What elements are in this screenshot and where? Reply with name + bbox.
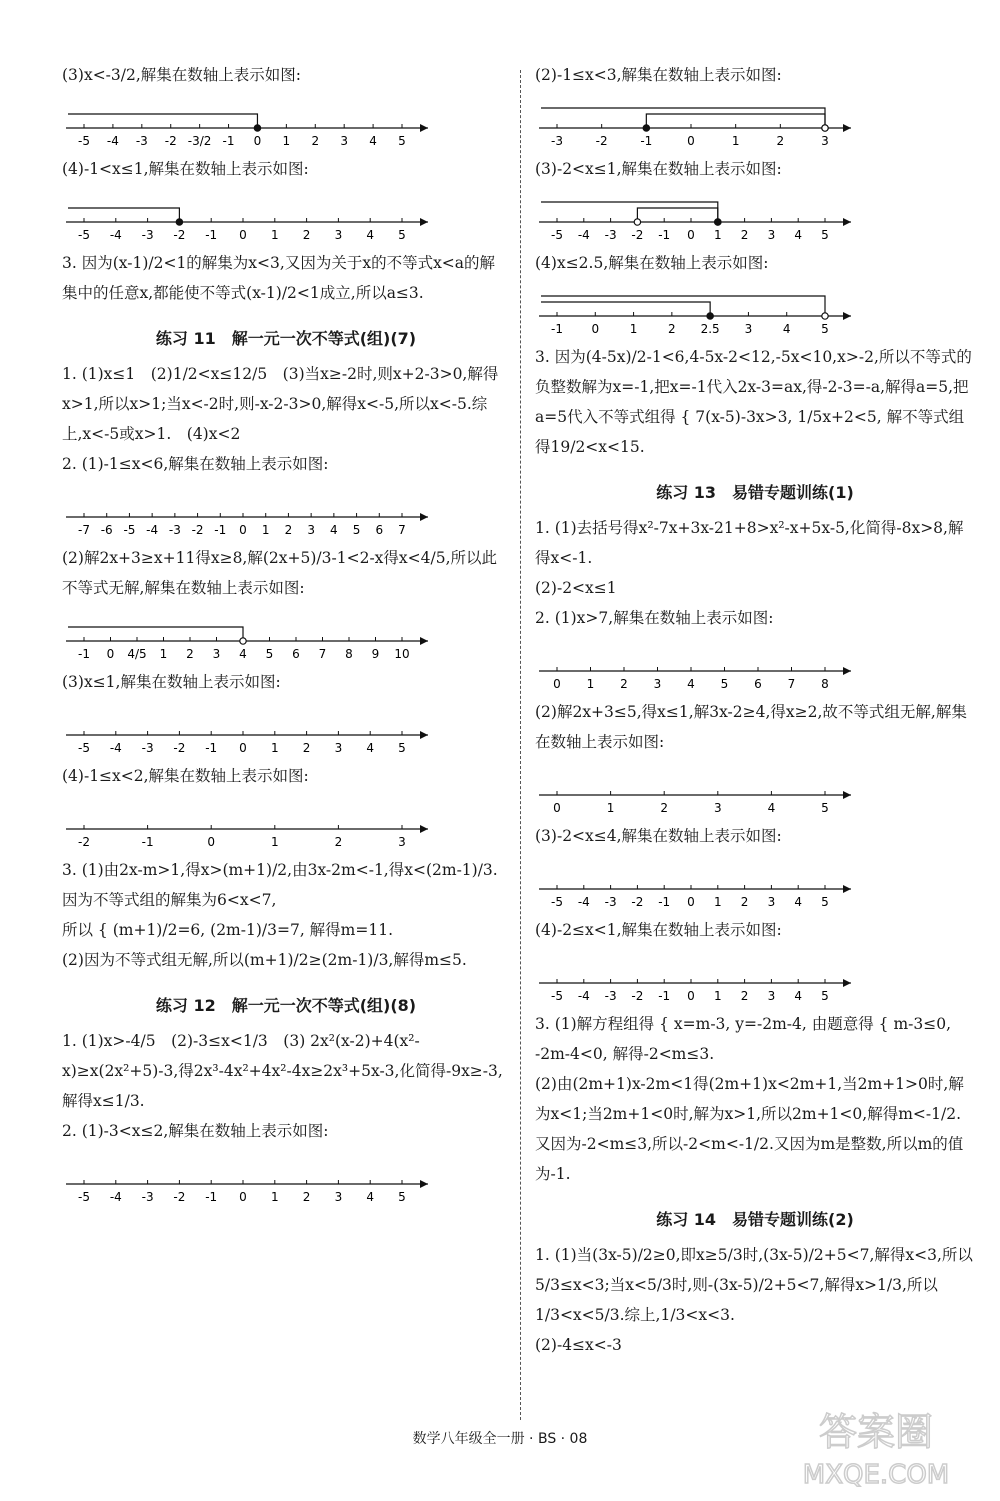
tick-label: 1 bbox=[713, 228, 722, 242]
tick-label: -2 bbox=[631, 228, 644, 242]
closed-endpoint bbox=[254, 125, 260, 131]
section-heading: 练习 11 解一元一次不等式(组)(7) bbox=[155, 329, 417, 348]
tick-label: -2 bbox=[631, 895, 644, 909]
tick-label: 0 bbox=[687, 895, 695, 909]
watermark-url: MXQE.COM bbox=[802, 1460, 950, 1490]
tick-label: -4 bbox=[106, 134, 119, 148]
tick-label: -2 bbox=[173, 228, 186, 242]
tick-label: -1 bbox=[222, 134, 235, 148]
answer-text: 所以 { (m+1)/2=6, (2m-1)/3=7, 解得m=11. bbox=[62, 921, 394, 939]
tick-label: 2 bbox=[740, 989, 749, 1003]
answer-text: (2)-1≤x<3,解集在数轴上表示如图: bbox=[535, 66, 782, 84]
tick-label: 0 bbox=[239, 228, 247, 242]
number-line bbox=[62, 793, 442, 851]
tick-label: -3 bbox=[604, 989, 617, 1003]
answer-text: (4)-1<x≤1,解集在数轴上表示如图: bbox=[62, 160, 309, 178]
number-line bbox=[535, 186, 865, 244]
tick-label: 5 bbox=[821, 989, 829, 1003]
tick-label: 3 bbox=[334, 1190, 343, 1204]
tick-label: 5 bbox=[398, 741, 406, 755]
number-line bbox=[62, 1148, 442, 1206]
number-line bbox=[62, 481, 442, 539]
number-line bbox=[62, 186, 442, 244]
tick-label: 1 bbox=[159, 647, 168, 661]
tick-label: -1 bbox=[214, 523, 227, 537]
tick-label: 0 bbox=[239, 1190, 247, 1204]
tick-label: 2 bbox=[302, 1190, 311, 1204]
tick-label: -2 bbox=[631, 989, 644, 1003]
solution-set-mark bbox=[68, 208, 179, 222]
tick-label: -1 bbox=[205, 228, 218, 242]
tick-label: 4 bbox=[239, 647, 247, 661]
tick-label: 4 bbox=[330, 523, 338, 537]
section-heading: 练习 12 解一元一次不等式(组)(8) bbox=[155, 996, 417, 1015]
axis-arrow bbox=[420, 124, 428, 132]
tick-label: 2 bbox=[668, 322, 676, 336]
axis-arrow bbox=[843, 885, 851, 893]
tick-label: 5 bbox=[398, 228, 406, 242]
tick-label: -1 bbox=[551, 322, 563, 336]
number-line bbox=[62, 92, 442, 150]
tick-label: 5 bbox=[398, 1190, 406, 1204]
tick-label: -1 bbox=[658, 228, 671, 242]
tick-label: 5 bbox=[821, 801, 829, 815]
answer-text: 2. (1)x>7,解集在数轴上表示如图: bbox=[535, 609, 774, 627]
tick-label: 1 bbox=[606, 801, 615, 815]
closed-endpoint bbox=[707, 313, 713, 319]
tick-label: 3 bbox=[821, 134, 829, 148]
tick-label: 1 bbox=[713, 895, 722, 909]
tick-label: 0 bbox=[687, 134, 695, 148]
tick-label: 4 bbox=[687, 677, 695, 691]
tick-label: 8 bbox=[821, 677, 829, 691]
tick-label: 8 bbox=[345, 647, 353, 661]
tick-label: 0 bbox=[106, 647, 115, 661]
tick-label: 3 bbox=[767, 989, 776, 1003]
tick-label: 5 bbox=[265, 647, 274, 661]
page-footer: 数学八年级全一册 · BS · 08 bbox=[412, 1431, 588, 1447]
tick-label: 2 bbox=[776, 134, 785, 148]
tick-label: -5 bbox=[123, 523, 136, 537]
tick-label: -3 bbox=[141, 741, 154, 755]
tick-label: 3 bbox=[340, 134, 349, 148]
tick-label: 3 bbox=[767, 228, 776, 242]
tick-label: -3 bbox=[135, 134, 148, 148]
tick-label: -5 bbox=[551, 895, 563, 909]
number-line bbox=[535, 280, 865, 338]
answer-text: (4)-1≤x<2,解集在数轴上表示如图: bbox=[62, 767, 309, 785]
number-line bbox=[535, 947, 865, 1005]
answer-text: 1. (1)去括号得x²-7x+3x-21+8>x²-x+5x-5,化简得-8x>8,解得x<-1. bbox=[535, 519, 964, 567]
axis-arrow bbox=[843, 218, 851, 226]
tick-label: 0 bbox=[253, 134, 262, 148]
axis-arrow bbox=[843, 667, 851, 675]
tick-label: 1 bbox=[629, 322, 638, 336]
tick-label: 4 bbox=[366, 1190, 375, 1204]
answer-text: (2)解2x+3≤5,得x≤1,解3x-2≥4,得x≥2,故不等式组无解,解集在数轴上表示如图: bbox=[535, 703, 967, 751]
tick-label: -2 bbox=[595, 134, 608, 148]
tick-label: 4 bbox=[369, 134, 377, 148]
tick-label: -3 bbox=[141, 228, 154, 242]
watermark-title: 答案圈 bbox=[818, 1410, 934, 1454]
number-line bbox=[62, 605, 442, 663]
tick-label: -3/2 bbox=[187, 134, 212, 148]
number-line bbox=[535, 759, 865, 817]
tick-label: 0 bbox=[553, 677, 561, 691]
answer-text: (2)解2x+3≥x+11得x≥8,解(2x+5)/3-1<2-x得x<4/5,所以此不等式无解,解集在数轴上表示如图: bbox=[62, 549, 498, 597]
tick-label: 2 bbox=[302, 741, 311, 755]
tick-label: 3 bbox=[398, 835, 406, 849]
tick-label: 2 bbox=[284, 523, 293, 537]
tick-label: -1 bbox=[658, 895, 671, 909]
axis-arrow bbox=[843, 791, 851, 799]
tick-label: -2 bbox=[173, 1190, 186, 1204]
open-endpoint bbox=[822, 125, 828, 131]
axis-arrow bbox=[420, 1180, 428, 1188]
right-column bbox=[535, 60, 975, 1360]
tick-label: -4 bbox=[109, 228, 122, 242]
tick-label: -3 bbox=[604, 895, 617, 909]
answer-text: 1. (1)x>-4/5 (2)-3≤x<1/3 (3) 2x²(x-2)+4(x²-x)≥x(2x²+5)-3,得2x³-4x²+4x²-4x≥2x³+5x-3,化简得-9x≥-3,解得x≤1/3. bbox=[62, 1032, 503, 1110]
left-column bbox=[62, 60, 510, 1210]
axis-arrow bbox=[843, 124, 851, 132]
tick-label: -3 bbox=[551, 134, 563, 148]
answer-text: (2)由(2m+1)x-2m<1得(2m+1)x<2m+1,当2m+1>0时,解为x<1;当2m+1<0时,解为x>1,所以2m+1<0,解得m<-1/2.又因为-2<m≤3,所以-2<m<-1/2.又因为m是整数,所以m的值为-1. bbox=[535, 1075, 964, 1183]
answer-text: 2. (1)-1≤x<6,解集在数轴上表示如图: bbox=[62, 455, 329, 473]
tick-label: -2 bbox=[164, 134, 177, 148]
tick-label: 3 bbox=[744, 322, 753, 336]
tick-label: -2 bbox=[78, 835, 90, 849]
tick-label: 2 bbox=[302, 228, 311, 242]
tick-label: 3 bbox=[653, 677, 662, 691]
tick-label: -4 bbox=[109, 741, 122, 755]
answer-text: (2)-4≤x<-3 bbox=[535, 1336, 622, 1354]
tick-label: -1 bbox=[640, 134, 653, 148]
open-endpoint bbox=[822, 313, 828, 319]
tick-label: 4/5 bbox=[127, 647, 147, 661]
tick-label: 4 bbox=[767, 801, 776, 815]
tick-label: -5 bbox=[78, 1190, 90, 1204]
answer-text: 1. (1)当(3x-5)/2≥0,即x≥5/3时,(3x-5)/2+5<7,解得x<3,所以5/3≤x<3;当x<5/3时,则-(3x-5)/2+5<7,解得x>1/3,所以1/3<x<5/3.综上,1/3<x<3. bbox=[535, 1246, 973, 1324]
answer-text: 3. 因为(4-5x)/2-1<6,4-5x-2<12,-5x<10,x>-2,所以不等式的负整数解为x=-1,把x=-1代入2x-3=ax,得-2-3=-a,解得a=5,把a=5代入不等式组得 { 7(x-5)-3x>3, 1/5x+2<5, 解不等式组得19/2<x<15. bbox=[535, 348, 972, 456]
tick-label: 2.5 bbox=[700, 322, 720, 336]
tick-label: -1 bbox=[141, 835, 154, 849]
tick-label: -5 bbox=[78, 228, 90, 242]
tick-label: 2 bbox=[620, 677, 628, 691]
tick-label: -2 bbox=[173, 741, 186, 755]
answer-text: 3. 因为(x-1)/2<1的解集为x<3,又因为关于x的不等式x<a的解集中的任意x,都能使不等式(x-1)/2<1成立,所以a≤3. bbox=[62, 254, 496, 302]
tick-label: -6 bbox=[100, 523, 113, 537]
tick-label: 5 bbox=[821, 228, 829, 242]
solution-set-mark bbox=[541, 108, 825, 128]
tick-label: -4 bbox=[577, 989, 590, 1003]
tick-label: 2 bbox=[740, 895, 749, 909]
tick-label: -3 bbox=[604, 228, 617, 242]
tick-label: 0 bbox=[239, 741, 247, 755]
tick-label: -1 bbox=[205, 741, 218, 755]
tick-label: 4 bbox=[782, 322, 791, 336]
tick-label: 7 bbox=[398, 523, 406, 537]
tick-label: 1 bbox=[282, 134, 291, 148]
tick-label: 0 bbox=[553, 801, 561, 815]
tick-label: 1 bbox=[713, 989, 722, 1003]
tick-label: 6 bbox=[754, 677, 762, 691]
tick-label: 1 bbox=[270, 1190, 279, 1204]
axis-arrow bbox=[420, 218, 428, 226]
tick-label: -1 bbox=[658, 989, 671, 1003]
tick-label: 4 bbox=[366, 741, 375, 755]
tick-label: 4 bbox=[366, 228, 375, 242]
tick-label: 3 bbox=[334, 228, 343, 242]
watermark-logo bbox=[766, 1403, 986, 1493]
tick-label: 6 bbox=[292, 647, 300, 661]
tick-label: -5 bbox=[78, 741, 90, 755]
solution-set-mark bbox=[637, 208, 717, 222]
tick-label: -5 bbox=[551, 989, 563, 1003]
tick-label: -1 bbox=[78, 647, 90, 661]
tick-label: 1 bbox=[586, 677, 595, 691]
answer-text: 3. (1)解方程组得 { x=m-3, y=-2m-4, 由题意得 { m-3≤0, -2m-4<0, 解得-2<m≤3. bbox=[535, 1015, 952, 1063]
tick-label: 1 bbox=[270, 228, 279, 242]
tick-label: 9 bbox=[371, 647, 380, 661]
tick-label: 2 bbox=[311, 134, 320, 148]
axis-arrow bbox=[843, 312, 851, 320]
tick-label: 1 bbox=[261, 523, 270, 537]
tick-label: 5 bbox=[720, 677, 729, 691]
tick-label: 5 bbox=[352, 523, 361, 537]
tick-label: -4 bbox=[109, 1190, 122, 1204]
answer-text: (3)x<-3/2,解集在数轴上表示如图: bbox=[62, 66, 302, 84]
tick-label: 6 bbox=[375, 523, 384, 537]
tick-label: -4 bbox=[146, 523, 159, 537]
answer-text: (2)-2<x≤1 bbox=[535, 579, 617, 597]
axis-arrow bbox=[420, 637, 428, 645]
tick-label: -4 bbox=[577, 228, 590, 242]
answer-text: (3)-2<x≤1,解集在数轴上表示如图: bbox=[535, 160, 782, 178]
open-endpoint bbox=[240, 638, 246, 644]
tick-label: -1 bbox=[205, 1190, 218, 1204]
answer-text: 2. (1)-3<x≤2,解集在数轴上表示如图: bbox=[62, 1122, 329, 1140]
tick-label: 0 bbox=[239, 523, 247, 537]
closed-endpoint bbox=[715, 219, 721, 225]
answer-text: (2)因为不等式组无解,所以(m+1)/2≥(2m-1)/3,解得m≤5. bbox=[62, 951, 467, 969]
answer-text: 3. (1)由2x-m>1,得x>(m+1)/2,由3x-2m<-1,得x<(2m-1)/3.因为不等式组的解集为6<x<7, bbox=[62, 861, 498, 909]
tick-label: 5 bbox=[398, 134, 406, 148]
number-line bbox=[62, 699, 442, 757]
closed-endpoint bbox=[643, 125, 649, 131]
tick-label: -4 bbox=[577, 895, 590, 909]
answer-text: 1. (1)x≤1 (2)1/2<x≤12/5 (3)当x≥-2时,则x+2-3>0,解得x>1,所以x>1;当x<-2时,则-x-2-3>0,解得x<-5,所以x<-5.综上,x<-5或x>1. (4)x<2 bbox=[62, 365, 499, 443]
tick-label: 0 bbox=[207, 835, 216, 849]
tick-label: 7 bbox=[787, 677, 796, 691]
answer-text: (4)x≤2.5,解集在数轴上表示如图: bbox=[535, 254, 769, 272]
tick-label: 2 bbox=[740, 228, 749, 242]
axis-arrow bbox=[843, 979, 851, 987]
solution-set-mark bbox=[541, 296, 825, 316]
tick-label: 3 bbox=[307, 523, 315, 537]
tick-label: 4 bbox=[794, 989, 803, 1003]
tick-label: 0 bbox=[687, 989, 695, 1003]
tick-label: -2 bbox=[191, 523, 204, 537]
tick-label: 2 bbox=[660, 801, 669, 815]
answer-text: (3)-2<x≤4,解集在数轴上表示如图: bbox=[535, 827, 782, 845]
tick-label: 5 bbox=[821, 895, 829, 909]
tick-label: 3 bbox=[713, 801, 722, 815]
closed-endpoint bbox=[176, 219, 182, 225]
tick-label: 2 bbox=[334, 835, 343, 849]
tick-label: 0 bbox=[591, 322, 600, 336]
section-heading: 练习 13 易错专题训练(1) bbox=[656, 483, 854, 502]
tick-label: 5 bbox=[821, 322, 829, 336]
tick-label: 1 bbox=[731, 134, 740, 148]
tick-label: 3 bbox=[212, 647, 221, 661]
tick-label: -5 bbox=[551, 228, 563, 242]
tick-label: 10 bbox=[394, 647, 410, 661]
tick-label: -3 bbox=[168, 523, 181, 537]
tick-label: -5 bbox=[78, 134, 90, 148]
tick-label: 3 bbox=[334, 741, 343, 755]
axis-arrow bbox=[420, 731, 428, 739]
column-divider bbox=[520, 70, 521, 1420]
number-line bbox=[535, 635, 865, 693]
axis-arrow bbox=[420, 513, 428, 521]
tick-label: 4 bbox=[794, 228, 803, 242]
section-heading: 练习 14 易错专题训练(2) bbox=[656, 1210, 854, 1229]
number-line bbox=[535, 853, 865, 911]
tick-label: 2 bbox=[186, 647, 194, 661]
tick-label: 4 bbox=[794, 895, 803, 909]
tick-label: 7 bbox=[318, 647, 327, 661]
tick-label: 1 bbox=[270, 835, 279, 849]
tick-label: -3 bbox=[141, 1190, 154, 1204]
solution-set-mark bbox=[541, 302, 710, 316]
tick-label: 1 bbox=[270, 741, 279, 755]
tick-label: 0 bbox=[687, 228, 695, 242]
answer-text: (3)x≤1,解集在数轴上表示如图: bbox=[62, 673, 281, 691]
tick-label: -7 bbox=[78, 523, 90, 537]
number-line bbox=[535, 92, 865, 150]
tick-label: 3 bbox=[767, 895, 776, 909]
axis-arrow bbox=[420, 825, 428, 833]
answer-text: (4)-2≤x<1,解集在数轴上表示如图: bbox=[535, 921, 782, 939]
open-endpoint bbox=[634, 219, 640, 225]
